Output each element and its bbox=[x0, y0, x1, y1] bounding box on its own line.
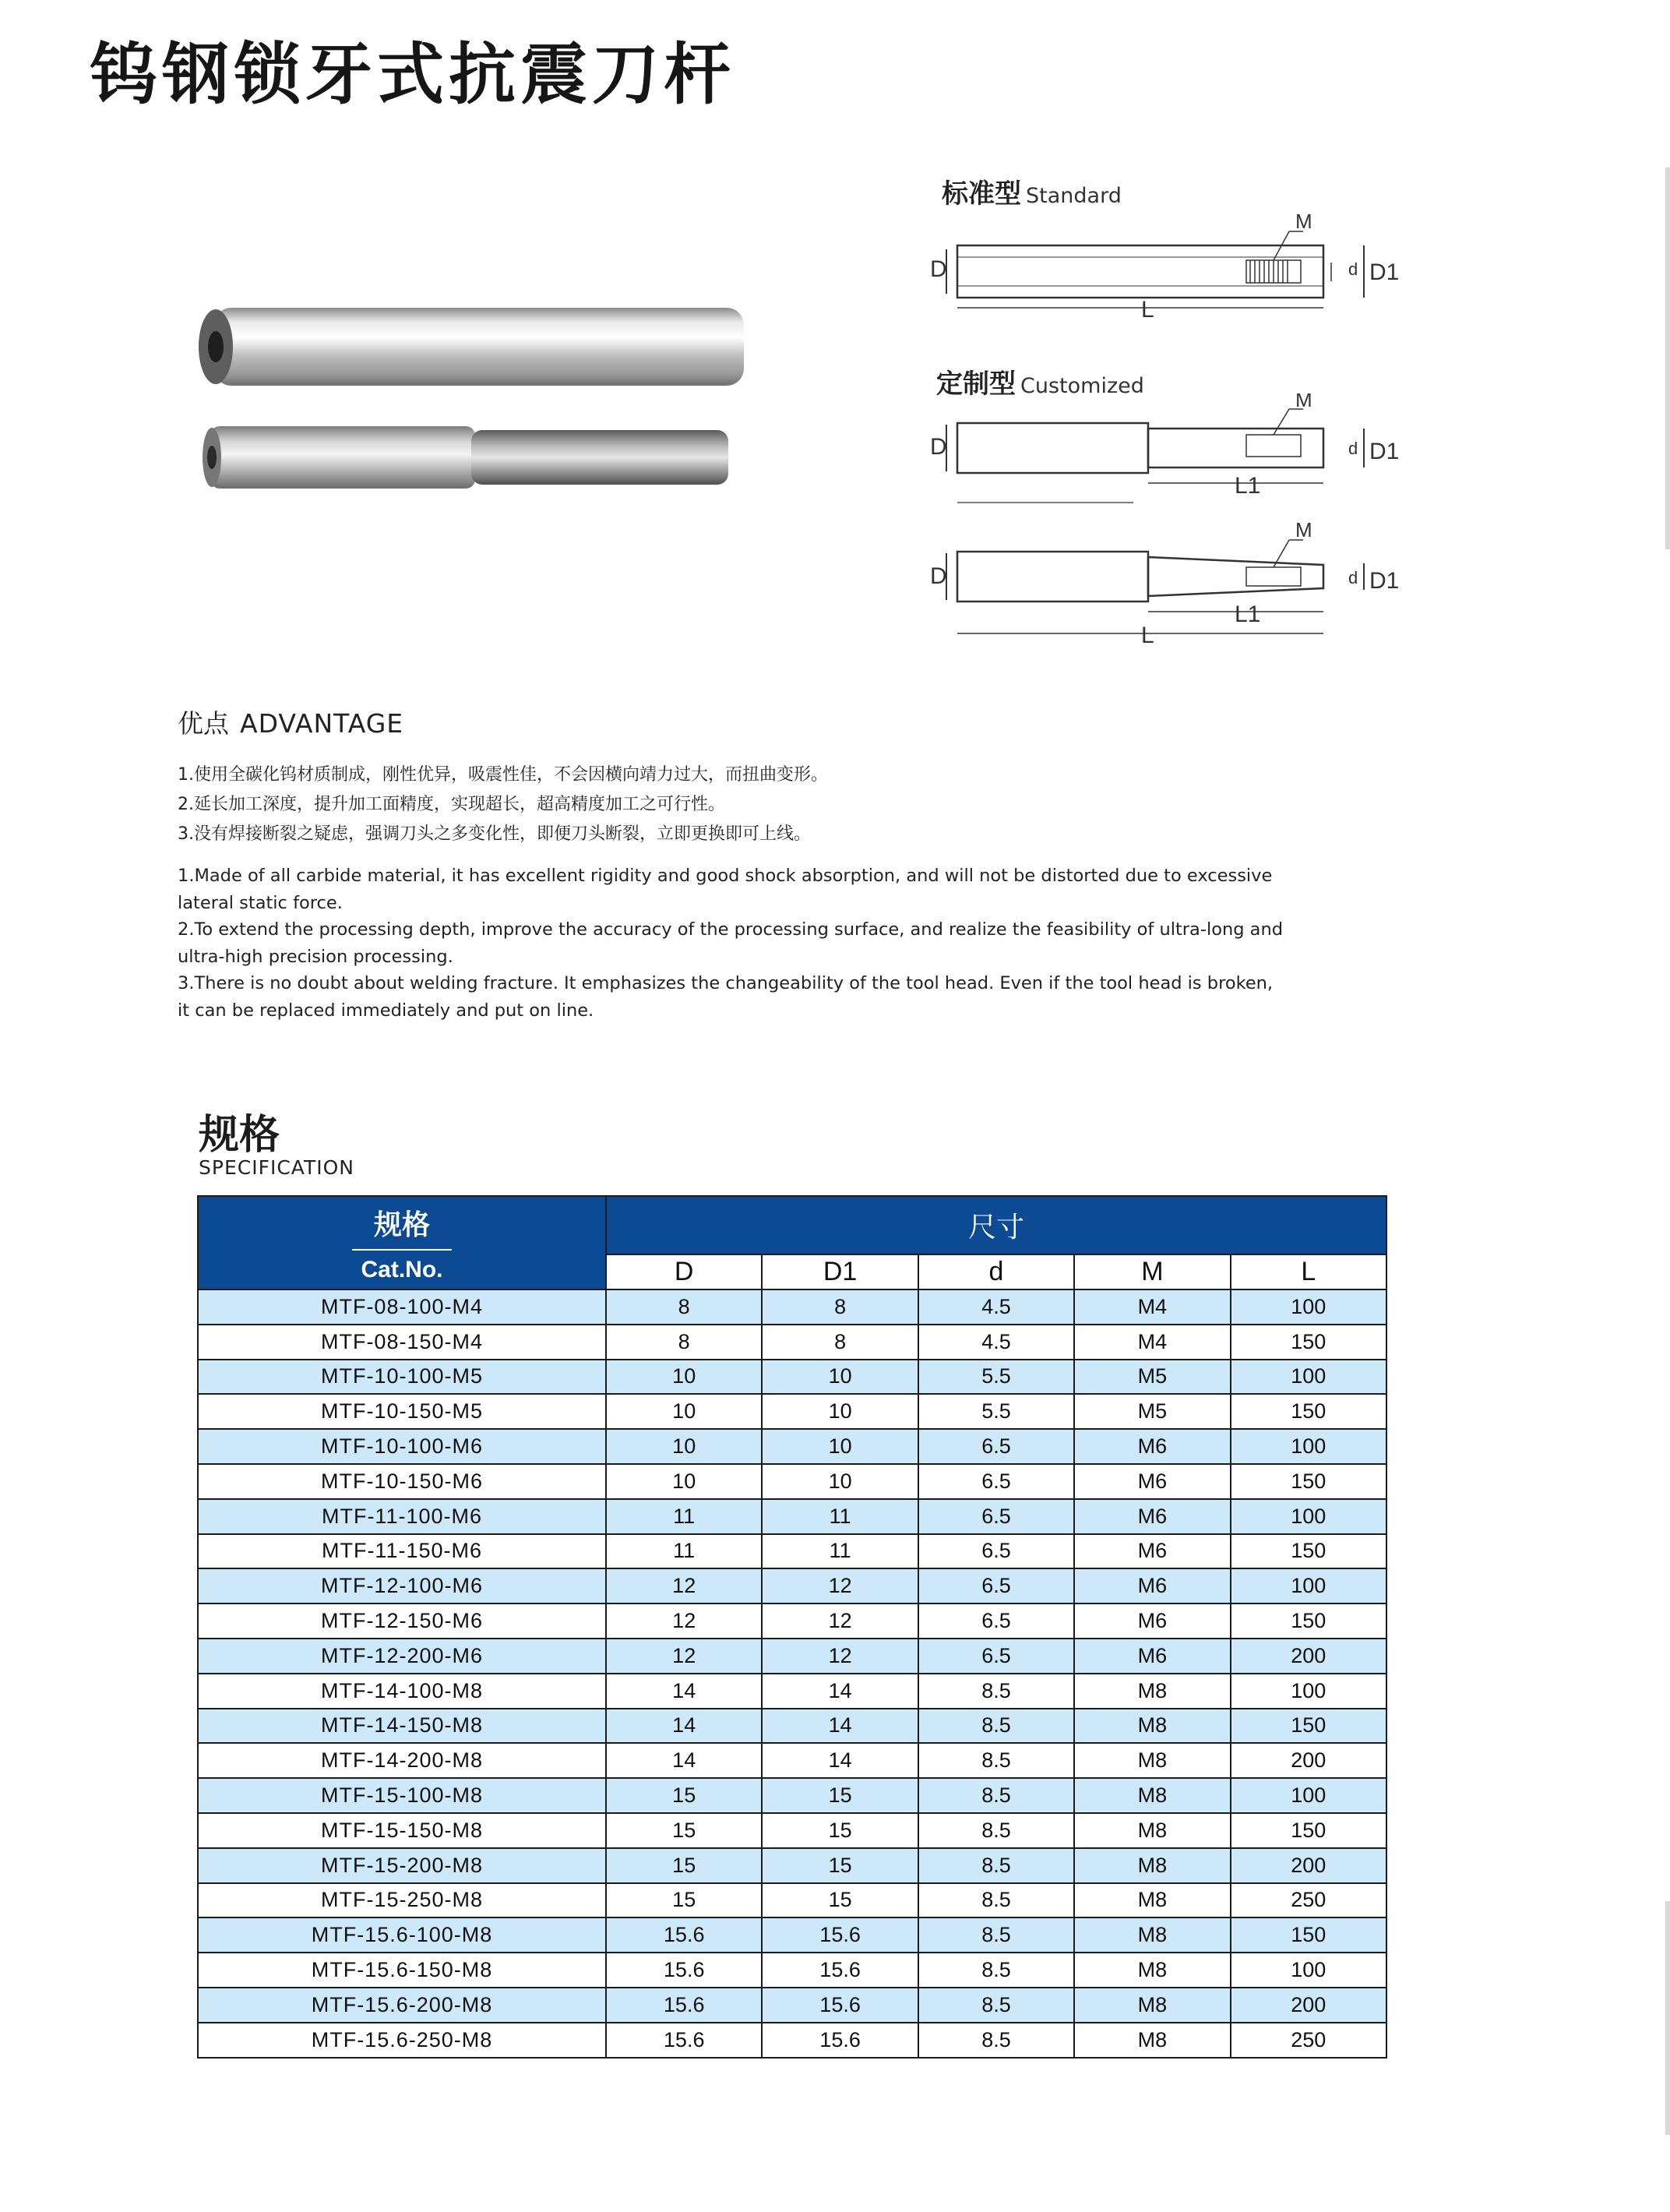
customized-label-en: Customized bbox=[1020, 374, 1144, 398]
cat-no-cell: MTF-10-100-M5 bbox=[198, 1360, 606, 1395]
customized-drawing-tapered bbox=[923, 518, 1422, 651]
d1-value-cell: 14 bbox=[762, 1674, 918, 1709]
d-value-cell: 8 bbox=[606, 1289, 762, 1325]
l-value-cell: 100 bbox=[1231, 1360, 1386, 1395]
table-row bbox=[198, 1394, 1386, 1429]
l-value-cell: 150 bbox=[1231, 1464, 1386, 1499]
d-value-cell: 10 bbox=[606, 1394, 762, 1429]
customized-label-zh: 定制型 bbox=[936, 369, 1016, 400]
d-value-cell: 15.6 bbox=[606, 1917, 762, 1953]
dim-M: M bbox=[1295, 518, 1312, 542]
cat-header-zh: 规格 bbox=[352, 1203, 452, 1251]
spec-table bbox=[197, 1195, 1387, 2059]
table-row bbox=[198, 1743, 1386, 1778]
d1-value-cell: 10 bbox=[762, 1360, 918, 1395]
advantage-list-zh bbox=[178, 760, 828, 849]
table-row bbox=[198, 1534, 1386, 1569]
d-value-cell: 15 bbox=[606, 1848, 762, 1883]
dim-L1: L1 bbox=[1235, 602, 1261, 627]
d-value-cell: 15.6 bbox=[606, 1953, 762, 1988]
small-d-value-cell: 6.5 bbox=[918, 1464, 1074, 1499]
customized-drawing-stepped bbox=[923, 393, 1422, 510]
spec-table-body bbox=[198, 1289, 1386, 2058]
l-value-cell: 100 bbox=[1231, 1289, 1386, 1325]
m-value-cell: M5 bbox=[1074, 1360, 1230, 1395]
l-value-cell: 150 bbox=[1231, 1394, 1386, 1429]
table-row bbox=[198, 1778, 1386, 1813]
dim-d: d bbox=[1348, 259, 1358, 279]
l-value-cell: 250 bbox=[1231, 2023, 1386, 2058]
d1-value-cell: 10 bbox=[762, 1429, 918, 1464]
advantage-line-en: 3.There is no doubt about welding fracture. It emphasizes the changeability of the tool head. Even if the tool head is broken, bbox=[178, 973, 1274, 993]
m-value-cell: M6 bbox=[1074, 1603, 1230, 1639]
m-value-cell: M8 bbox=[1074, 1917, 1230, 1953]
edge-rule bbox=[1665, 168, 1670, 549]
m-value-cell: M6 bbox=[1074, 1534, 1230, 1569]
small-d-value-cell: 8.5 bbox=[918, 1883, 1074, 1918]
advantage-heading-en: ADVANTAGE bbox=[240, 708, 404, 739]
advantage-heading bbox=[178, 704, 403, 740]
dim-D1: D1 bbox=[1369, 439, 1400, 464]
m-value-cell: M8 bbox=[1074, 1674, 1230, 1709]
d1-value-cell: 14 bbox=[762, 1709, 918, 1744]
cat-no-cell: MTF-15-200-M8 bbox=[198, 1848, 606, 1883]
d-value-cell: 14 bbox=[606, 1674, 762, 1709]
cat-header bbox=[198, 1196, 606, 1289]
m-value-cell: M8 bbox=[1074, 2023, 1230, 2058]
small-d-value-cell: 6.5 bbox=[918, 1429, 1074, 1464]
d1-value-cell: 12 bbox=[762, 1639, 918, 1674]
spec-heading-en: SPECIFICATION bbox=[199, 1156, 354, 1179]
cat-no-cell: MTF-08-150-M4 bbox=[198, 1325, 606, 1360]
page-title: 钨钢锁牙式抗震刀杆 bbox=[90, 36, 735, 114]
m-value-cell: M6 bbox=[1074, 1639, 1230, 1674]
advantage-list-en bbox=[178, 863, 1323, 1024]
cat-no-cell: MTF-15.6-200-M8 bbox=[198, 1988, 606, 2023]
d-value-cell: 11 bbox=[606, 1534, 762, 1569]
m-value-cell: M8 bbox=[1074, 1848, 1230, 1883]
small-d-value-cell: 6.5 bbox=[918, 1639, 1074, 1674]
l-value-cell: 150 bbox=[1231, 1813, 1386, 1848]
advantage-line-en: 1.Made of all carbide material, it has excellent rigidity and good shock absorption, and will not be distorted due to excessive bbox=[178, 866, 1273, 886]
m-value-cell: M6 bbox=[1074, 1429, 1230, 1464]
d1-value-cell: 11 bbox=[762, 1499, 918, 1534]
small-d-value-cell: 8.5 bbox=[918, 1674, 1074, 1709]
d-value-cell: 14 bbox=[606, 1743, 762, 1778]
standard-label-en: Standard bbox=[1026, 184, 1122, 208]
dim-D: D bbox=[930, 563, 947, 589]
table-row bbox=[198, 1988, 1386, 2023]
l-value-cell: 100 bbox=[1231, 1953, 1386, 1988]
advantage-line-en: it can be replaced immediately and put on line. bbox=[178, 1000, 594, 1021]
d1-value-cell: 14 bbox=[762, 1743, 918, 1778]
d-value-cell: 15.6 bbox=[606, 1988, 762, 2023]
table-row bbox=[198, 1499, 1386, 1534]
small-d-value-cell: 8.5 bbox=[918, 1778, 1074, 1813]
column-header: d bbox=[918, 1254, 1074, 1289]
advantage-item-zh: 2.延长加工深度，提升加工面精度，实现超长，超高精度加工之可行性。 bbox=[178, 795, 725, 814]
dim-D: D bbox=[930, 434, 947, 460]
cat-no-cell: MTF-14-150-M8 bbox=[198, 1709, 606, 1744]
d-value-cell: 10 bbox=[606, 1360, 762, 1395]
l-value-cell: 150 bbox=[1231, 1709, 1386, 1744]
m-value-cell: M8 bbox=[1074, 1883, 1230, 1918]
cat-no-cell: MTF-15.6-250-M8 bbox=[198, 2023, 606, 2058]
d-value-cell: 14 bbox=[606, 1709, 762, 1744]
table-row bbox=[198, 1953, 1386, 1988]
small-d-value-cell: 8.5 bbox=[918, 1988, 1074, 2023]
m-value-cell: M6 bbox=[1074, 1568, 1230, 1603]
dim-D1: D1 bbox=[1369, 259, 1400, 285]
small-d-value-cell: 8.5 bbox=[918, 1953, 1074, 1988]
d1-value-cell: 12 bbox=[762, 1568, 918, 1603]
cat-no-cell: MTF-15-100-M8 bbox=[198, 1778, 606, 1813]
small-d-value-cell: 8.5 bbox=[918, 1813, 1074, 1848]
cat-no-cell: MTF-11-100-M6 bbox=[198, 1499, 606, 1534]
table-row bbox=[198, 1464, 1386, 1499]
column-header: D bbox=[606, 1254, 762, 1289]
cat-no-cell: MTF-10-100-M6 bbox=[198, 1429, 606, 1464]
d1-value-cell: 10 bbox=[762, 1464, 918, 1499]
small-d-value-cell: 6.5 bbox=[918, 1568, 1074, 1603]
edge-rule bbox=[1665, 1901, 1670, 2135]
standard-label-zh: 标准型 bbox=[942, 178, 1021, 210]
cat-no-cell: MTF-15-250-M8 bbox=[198, 1883, 606, 1918]
product-photo bbox=[175, 296, 767, 499]
m-value-cell: M8 bbox=[1074, 1813, 1230, 1848]
small-d-value-cell: 6.5 bbox=[918, 1499, 1074, 1534]
table-row bbox=[198, 1848, 1386, 1883]
m-value-cell: M5 bbox=[1074, 1394, 1230, 1429]
dim-D: D bbox=[930, 256, 947, 282]
d-value-cell: 12 bbox=[606, 1639, 762, 1674]
cat-no-cell: MTF-15.6-150-M8 bbox=[198, 1953, 606, 1988]
cat-no-cell: MTF-10-150-M6 bbox=[198, 1464, 606, 1499]
advantage-line-en: lateral static force. bbox=[178, 892, 343, 913]
cat-no-cell: MTF-15-150-M8 bbox=[198, 1813, 606, 1848]
m-value-cell: M4 bbox=[1074, 1325, 1230, 1360]
d-value-cell: 8 bbox=[606, 1325, 762, 1360]
long-bar-image bbox=[199, 308, 744, 386]
d1-value-cell: 15.6 bbox=[762, 1988, 918, 2023]
table-row bbox=[198, 1289, 1386, 1325]
d-value-cell: 15 bbox=[606, 1813, 762, 1848]
d1-value-cell: 8 bbox=[762, 1325, 918, 1360]
d1-value-cell: 15 bbox=[762, 1848, 918, 1883]
table-row bbox=[198, 1639, 1386, 1674]
small-d-value-cell: 4.5 bbox=[918, 1325, 1074, 1360]
d1-value-cell: 10 bbox=[762, 1394, 918, 1429]
m-value-cell: M8 bbox=[1074, 1778, 1230, 1813]
d1-value-cell: 11 bbox=[762, 1534, 918, 1569]
table-row bbox=[198, 1709, 1386, 1744]
l-value-cell: 150 bbox=[1231, 1534, 1386, 1569]
small-d-value-cell: 6.5 bbox=[918, 1534, 1074, 1569]
advantage-line-en: 2.To extend the processing depth, improve the accuracy of the processing surface, and realize the feasibility of ultra-long and bbox=[178, 919, 1283, 940]
cat-no-cell: MTF-14-100-M8 bbox=[198, 1674, 606, 1709]
d-value-cell: 12 bbox=[606, 1603, 762, 1639]
d-value-cell: 10 bbox=[606, 1464, 762, 1499]
table-row bbox=[198, 1917, 1386, 1953]
m-value-cell: M8 bbox=[1074, 1988, 1230, 2023]
table-row bbox=[198, 1813, 1386, 1848]
cat-no-cell: MTF-08-100-M4 bbox=[198, 1289, 606, 1325]
table-row bbox=[198, 1360, 1386, 1395]
table-row bbox=[198, 1603, 1386, 1639]
small-d-value-cell: 8.5 bbox=[918, 1709, 1074, 1744]
table-row bbox=[198, 1429, 1386, 1464]
cat-no-cell: MTF-10-150-M5 bbox=[198, 1394, 606, 1429]
spec-heading-zh: 规格 bbox=[199, 1112, 280, 1159]
dim-d: d bbox=[1348, 568, 1358, 587]
small-d-value-cell: 8.5 bbox=[918, 1917, 1074, 1953]
size-header: 尺寸 bbox=[606, 1196, 1386, 1254]
l-value-cell: 150 bbox=[1231, 1325, 1386, 1360]
l-value-cell: 150 bbox=[1231, 1917, 1386, 1953]
small-d-value-cell: 6.5 bbox=[918, 1603, 1074, 1639]
m-value-cell: M4 bbox=[1074, 1289, 1230, 1325]
table-row bbox=[198, 1325, 1386, 1360]
table-row bbox=[198, 1883, 1386, 1918]
cat-no-cell: MTF-11-150-M6 bbox=[198, 1534, 606, 1569]
d1-value-cell: 15.6 bbox=[762, 1953, 918, 1988]
standard-drawing bbox=[923, 206, 1422, 331]
l-value-cell: 100 bbox=[1231, 1499, 1386, 1534]
table-row bbox=[198, 2023, 1386, 2058]
advantage-line-en: ultra-high precision processing. bbox=[178, 946, 453, 967]
d-value-cell: 15 bbox=[606, 1883, 762, 1918]
d1-value-cell: 15.6 bbox=[762, 2023, 918, 2058]
table-row bbox=[198, 1568, 1386, 1603]
column-header: M bbox=[1074, 1254, 1230, 1289]
d-value-cell: 15 bbox=[606, 1778, 762, 1813]
small-d-value-cell: 8.5 bbox=[918, 1743, 1074, 1778]
d1-value-cell: 15 bbox=[762, 1883, 918, 1918]
l-value-cell: 200 bbox=[1231, 1639, 1386, 1674]
dim-L: L bbox=[1141, 623, 1154, 648]
advantage-item-zh: 3.没有焊接断裂之疑虑，强调刀头之多变化性，即便刀头断裂，立即更换即可上线。 bbox=[178, 824, 811, 844]
stepped-bar-image bbox=[203, 426, 728, 489]
dim-M: M bbox=[1295, 393, 1312, 411]
m-value-cell: M6 bbox=[1074, 1464, 1230, 1499]
l-value-cell: 100 bbox=[1231, 1778, 1386, 1813]
d1-value-cell: 15 bbox=[762, 1813, 918, 1848]
m-value-cell: M8 bbox=[1074, 1709, 1230, 1744]
advantage-item-zh: 1.使用全碳化钨材质制成，刚性优异，吸震性佳，不会因横向靖力过大，而扭曲变形。 bbox=[178, 765, 828, 785]
m-value-cell: M8 bbox=[1074, 1743, 1230, 1778]
small-d-value-cell: 8.5 bbox=[918, 1848, 1074, 1883]
dim-M: M bbox=[1295, 210, 1312, 233]
table-row bbox=[198, 1674, 1386, 1709]
cat-header-en: Cat.No. bbox=[361, 1257, 443, 1282]
standard-label bbox=[942, 172, 1122, 210]
small-d-value-cell: 4.5 bbox=[918, 1289, 1074, 1325]
d-value-cell: 10 bbox=[606, 1429, 762, 1464]
dim-d: d bbox=[1348, 439, 1358, 458]
cat-no-cell: MTF-12-150-M6 bbox=[198, 1603, 606, 1639]
d1-value-cell: 15.6 bbox=[762, 1917, 918, 1953]
d-value-cell: 12 bbox=[606, 1568, 762, 1603]
cat-no-cell: MTF-12-100-M6 bbox=[198, 1568, 606, 1603]
dim-L: L bbox=[1141, 297, 1154, 323]
dim-D1: D1 bbox=[1369, 568, 1400, 594]
l-value-cell: 250 bbox=[1231, 1883, 1386, 1918]
cat-no-cell: MTF-12-200-M6 bbox=[198, 1639, 606, 1674]
l-value-cell: 200 bbox=[1231, 1848, 1386, 1883]
l-value-cell: 150 bbox=[1231, 1603, 1386, 1639]
column-header: L bbox=[1231, 1254, 1386, 1289]
cat-no-cell: MTF-15.6-100-M8 bbox=[198, 1917, 606, 1953]
cat-no-cell: MTF-14-200-M8 bbox=[198, 1743, 606, 1778]
small-d-value-cell: 5.5 bbox=[918, 1394, 1074, 1429]
small-d-value-cell: 8.5 bbox=[918, 2023, 1074, 2058]
advantage-heading-zh: 优点 bbox=[178, 708, 229, 739]
l-value-cell: 200 bbox=[1231, 1743, 1386, 1778]
d1-value-cell: 15 bbox=[762, 1778, 918, 1813]
d-value-cell: 11 bbox=[606, 1499, 762, 1534]
small-d-value-cell: 5.5 bbox=[918, 1360, 1074, 1395]
column-header: D1 bbox=[762, 1254, 918, 1289]
l-value-cell: 200 bbox=[1231, 1988, 1386, 2023]
l-value-cell: 100 bbox=[1231, 1674, 1386, 1709]
dim-L1: L1 bbox=[1235, 473, 1261, 499]
l-value-cell: 100 bbox=[1231, 1429, 1386, 1464]
d-value-cell: 15.6 bbox=[606, 2023, 762, 2058]
l-value-cell: 100 bbox=[1231, 1568, 1386, 1603]
m-value-cell: M8 bbox=[1074, 1953, 1230, 1988]
m-value-cell: M6 bbox=[1074, 1499, 1230, 1534]
d1-value-cell: 12 bbox=[762, 1603, 918, 1639]
d1-value-cell: 8 bbox=[762, 1289, 918, 1325]
